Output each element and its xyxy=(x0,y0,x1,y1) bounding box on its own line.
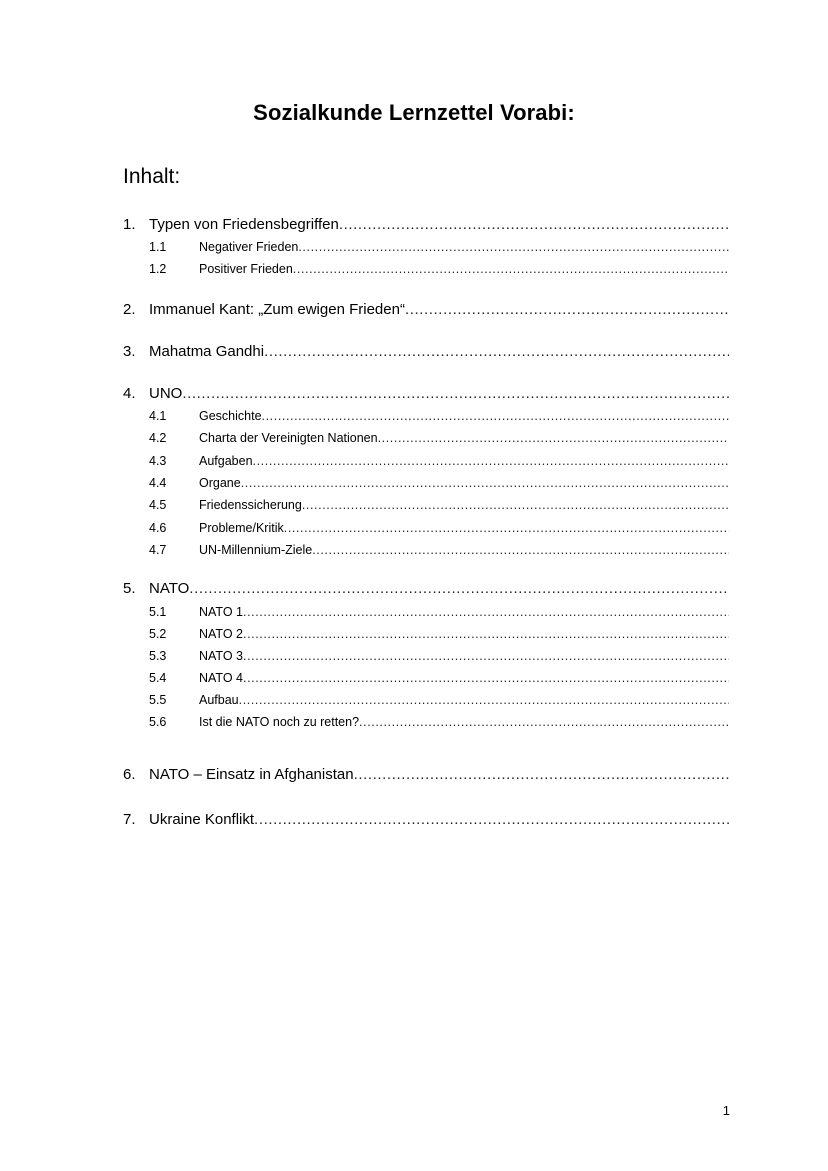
toc-entry-label: Friedenssicherung xyxy=(199,498,302,512)
dot-leader xyxy=(359,713,729,731)
toc-entry-5-4[interactable] xyxy=(123,669,729,687)
toc-entry-number: 5.1 xyxy=(149,605,167,619)
dot-leader xyxy=(189,579,729,599)
toc-entry-label: Mahatma Gandhi xyxy=(149,343,265,360)
page-number: 1 xyxy=(722,1103,730,1118)
toc-entry-1-1[interactable] xyxy=(123,238,729,256)
toc-entry-5-6[interactable] xyxy=(123,713,729,731)
toc-entry-label: UNO xyxy=(149,385,183,402)
dot-leader xyxy=(264,342,729,362)
toc-heading: Inhalt: xyxy=(123,165,181,188)
toc-entry-number: 4. xyxy=(123,385,136,402)
toc-entry-label: Aufgaben xyxy=(199,454,253,468)
toc-entry-number: 4.2 xyxy=(149,431,167,445)
toc-entry-number: 5.3 xyxy=(149,649,167,663)
dot-leader xyxy=(339,215,729,235)
toc-entry-number: 3. xyxy=(123,343,136,360)
toc-entry-number: 4.1 xyxy=(149,409,167,423)
toc-entry-4-7[interactable] xyxy=(123,541,729,559)
toc-entry-label: Ukraine Konflikt xyxy=(149,811,255,828)
dot-leader xyxy=(243,647,729,665)
toc-entry-1-2[interactable] xyxy=(123,260,729,278)
toc-entry-label: UN-Millennium-Ziele xyxy=(199,543,313,557)
toc-entry-label: NATO 2 xyxy=(199,627,243,641)
toc-entry-number: 4.3 xyxy=(149,454,167,468)
dot-leader xyxy=(302,496,729,514)
toc-entry-number: 1.1 xyxy=(149,240,167,254)
toc-entry-4-3[interactable] xyxy=(123,452,729,470)
document-title: Sozialkunde Lernzettel Vorabi: xyxy=(253,100,575,125)
toc-entry-5-2[interactable] xyxy=(123,625,729,643)
toc-entry-5-3[interactable] xyxy=(123,647,729,665)
dot-leader xyxy=(284,519,729,537)
toc-entry-7[interactable] xyxy=(123,810,729,830)
dot-leader xyxy=(293,260,729,278)
toc-entry-4-4[interactable] xyxy=(123,474,729,492)
toc-entry-4[interactable] xyxy=(123,384,729,404)
dot-leader xyxy=(312,541,729,559)
toc-entry-label: Aufbau xyxy=(199,693,239,707)
toc-entry-3[interactable] xyxy=(123,342,729,362)
toc-entry-number: 5. xyxy=(123,580,136,597)
toc-entry-label: Geschichte xyxy=(199,409,262,423)
toc-entry-number: 5.2 xyxy=(149,627,167,641)
toc-entry-number: 5.6 xyxy=(149,715,167,729)
toc-entry-label: NATO 1 xyxy=(199,605,243,619)
toc-entry-number: 5.4 xyxy=(149,671,167,685)
toc-entry-5-1[interactable] xyxy=(123,603,729,621)
dot-leader xyxy=(378,429,729,447)
toc-entry-label: NATO xyxy=(149,580,190,597)
toc-entry-1[interactable] xyxy=(123,215,729,235)
toc-entry-number: 1.2 xyxy=(149,262,167,276)
dot-leader xyxy=(182,384,729,404)
toc-entry-4-1[interactable] xyxy=(123,407,729,425)
toc-entry-label: Organe xyxy=(199,476,241,490)
toc-entry-number: 6. xyxy=(123,766,136,783)
toc-entry-number: 7. xyxy=(123,811,136,828)
toc-entry-label: Typen von Friedensbegriffen xyxy=(149,216,339,233)
toc-entry-label: Negativer Frieden xyxy=(199,240,299,254)
toc-entry-label: NATO – Einsatz in Afghanistan xyxy=(149,766,354,783)
dot-leader xyxy=(241,474,729,492)
toc-entry-4-5[interactable] xyxy=(123,496,729,514)
toc-entry-number: 5.5 xyxy=(149,693,167,707)
toc-entry-number: 4.6 xyxy=(149,521,167,535)
dot-leader xyxy=(243,603,729,621)
toc-entry-number: 4.4 xyxy=(149,476,167,490)
dot-leader xyxy=(243,625,729,643)
toc-entry-label: Immanuel Kant: „Zum ewigen Frieden“ xyxy=(149,301,405,318)
dot-leader xyxy=(239,691,729,709)
dot-leader xyxy=(354,765,729,785)
toc-entry-number: 1. xyxy=(123,216,136,233)
toc-entry-number: 2. xyxy=(123,301,136,318)
toc-entry-number: 4.5 xyxy=(149,498,167,512)
dot-leader xyxy=(254,810,729,830)
toc-entry-2[interactable] xyxy=(123,300,729,320)
toc-entry-4-2[interactable] xyxy=(123,429,729,447)
dot-leader xyxy=(405,300,729,320)
toc-entry-label: NATO 4 xyxy=(199,671,243,685)
toc-entry-5-5[interactable] xyxy=(123,691,729,709)
toc-entry-label: Positiver Frieden xyxy=(199,262,293,276)
dot-leader xyxy=(243,669,729,687)
toc-entry-label: NATO 3 xyxy=(199,649,243,663)
toc-entry-6[interactable] xyxy=(123,765,729,785)
dot-leader xyxy=(253,452,729,470)
toc-entry-4-6[interactable] xyxy=(123,519,729,537)
toc-entry-label: Charta der Vereinigten Nationen xyxy=(199,431,378,445)
toc-entry-5[interactable] xyxy=(123,579,729,599)
dot-leader xyxy=(262,407,729,425)
dot-leader xyxy=(298,238,729,256)
toc-entry-label: Ist die NATO noch zu retten? xyxy=(199,715,360,729)
toc-entry-label: Probleme/Kritik xyxy=(199,521,284,535)
toc-entry-number: 4.7 xyxy=(149,543,167,557)
